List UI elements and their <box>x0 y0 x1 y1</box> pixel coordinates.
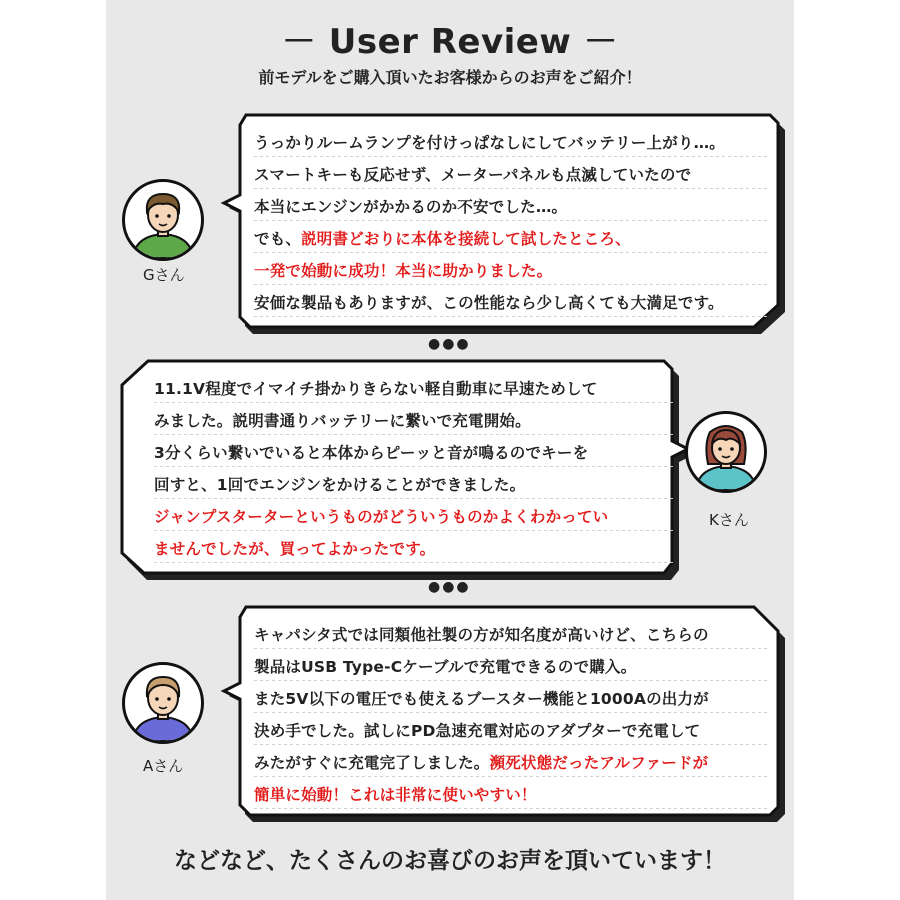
reviewer-name-a: Aさん <box>143 757 184 775</box>
review-text-line <box>254 651 769 683</box>
review-text-line <box>254 159 769 191</box>
person-icon <box>125 182 201 258</box>
highlight-text: ジャンプスターターというものがどういうものかよくわかってい <box>154 508 609 526</box>
reviewer-name-g: Gさん <box>143 266 185 284</box>
separator-dots-2: ●●● <box>428 579 471 595</box>
review-text: 11.1V程度でイマイチ掛かりきらない軽自動車に早速ためして <box>154 380 598 398</box>
review-text: 安価な製品もありますが、この性能なら少し高くても大満足です。 <box>254 294 724 312</box>
review-bubble-1 <box>222 113 782 331</box>
review-text-line <box>154 469 674 501</box>
review-text-line <box>254 191 769 223</box>
review-text-line <box>254 715 769 747</box>
avatar-k <box>685 411 767 493</box>
review-text: また5V以下の電圧でも使えるブースター機能と1000Aの出力が <box>254 690 709 708</box>
review-text-line <box>154 533 674 565</box>
avatar-a <box>122 662 204 744</box>
review-text: キャパシタ式では同類他社製の方が知名度が高いけど、こちらの <box>254 626 709 644</box>
reviewer-name-k: Kさん <box>709 511 749 529</box>
review-text: 製品はUSB Type-Cケーブルで充電できるので購入。 <box>254 658 637 676</box>
review-text-line <box>154 501 674 533</box>
review-text: 回すと、1回でエンジンをかけることができました。 <box>154 476 526 494</box>
review-bubble-2 <box>120 359 690 577</box>
highlight-text: 瀕死状態だったアルファードが <box>489 754 709 772</box>
review-text: みました。説明書通りバッテリーに繋いで充電開始。 <box>154 412 531 430</box>
review-text: うっかりルームランプを付けっぱなしにしてバッテリー上がり…。 <box>254 134 726 152</box>
review-text-line <box>154 373 674 405</box>
highlight-text: 簡単に始動！これは非常に使いやすい！ <box>254 786 537 804</box>
page-title: － User Review － <box>281 22 619 62</box>
highlight-text: 一発で始動に成功！本当に助かりました。 <box>254 262 553 280</box>
person-icon <box>688 414 764 490</box>
review-text: 3分くらい繋いでいると本体からピーッと音が鳴るのでキーを <box>154 444 589 462</box>
review-text-line <box>254 779 769 811</box>
review-text-line <box>254 619 769 651</box>
review-text-line <box>254 255 769 287</box>
review-text-line <box>154 405 674 437</box>
page-subtitle: 前モデルをご購入頂いたお客様からのお声をご紹介！ <box>258 68 642 87</box>
separator-dots-1: ●●● <box>428 336 471 352</box>
review-text: みたがすぐに充電完了しました。 <box>254 754 490 772</box>
review-text: でも、 <box>254 230 302 248</box>
highlight-text: 説明書どおりに本体を接続して試したところ、 <box>301 230 631 248</box>
review-text-line <box>254 747 769 779</box>
person-icon <box>125 665 201 741</box>
review-text: スマートキーも反応せず、メーターパネルも点滅していたので <box>254 166 692 184</box>
review-bubble-3 <box>222 605 782 819</box>
review-text: 決め手でした。試しにPD急速充電対応のアダプターで充電して <box>254 722 701 740</box>
review-text-line <box>254 223 769 255</box>
review-text-line <box>154 437 674 469</box>
review-text-line <box>254 127 769 159</box>
review-text: 本当にエンジンがかかるのか不安でした…。 <box>254 198 568 216</box>
highlight-text: ませんでしたが、買ってよかったです。 <box>154 540 436 558</box>
avatar-g <box>122 179 204 261</box>
review-text-line <box>254 287 769 319</box>
footer-message: などなど、たくさんのお喜びのお声を頂いています！ <box>174 848 726 874</box>
review-text-line <box>254 683 769 715</box>
